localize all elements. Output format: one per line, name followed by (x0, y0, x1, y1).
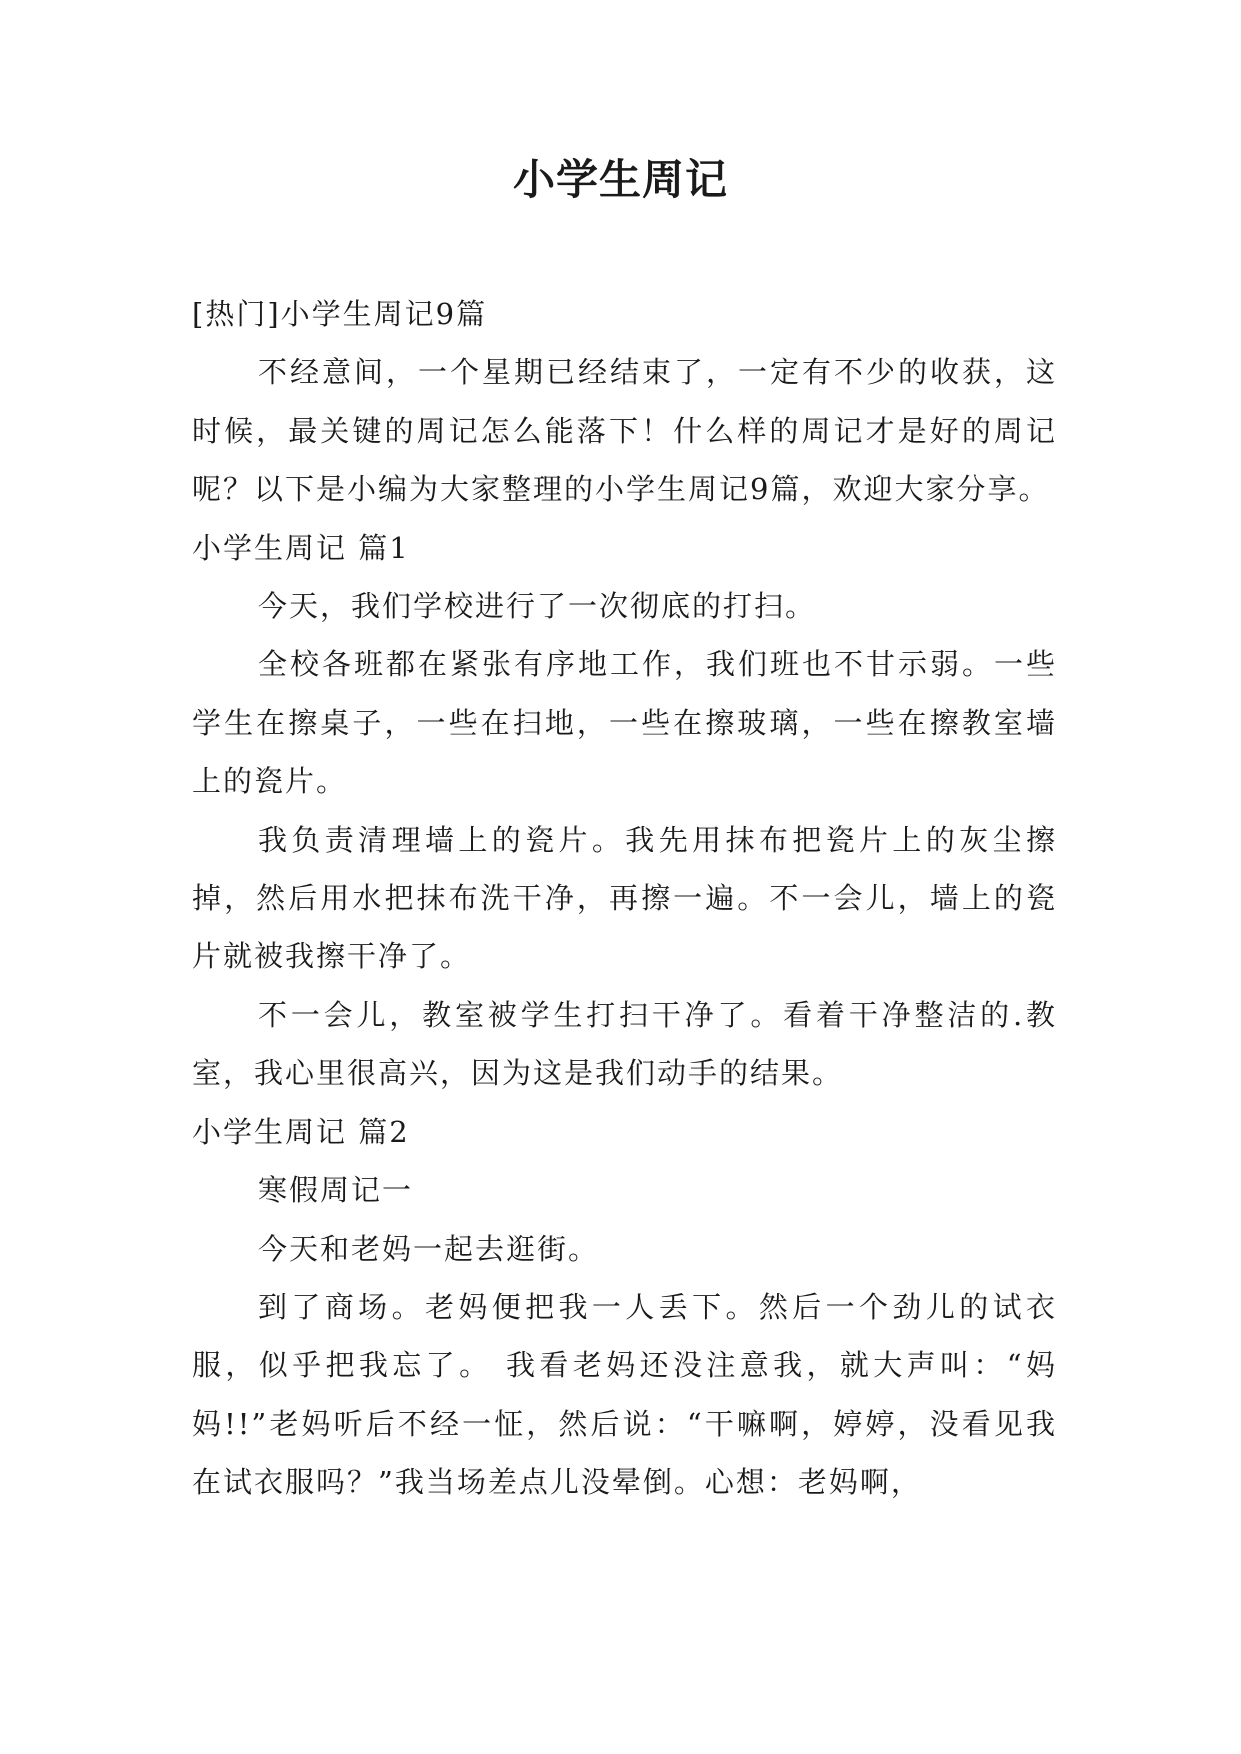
section-heading-1: 小学生周记 篇1 (192, 530, 410, 565)
body-paragraph: 到了商场。老妈便把我一人丢下。然后一个劲儿的试衣服，似乎把我忘了。 我看老妈还没注意我，就大声叫：“妈妈!!”老妈听后不经一怔，然后说：“干嘛啊，婷婷，没看见我在试衣服吗？”我当场差点儿没晕倒。心想：老妈啊， (192, 1289, 1057, 1500)
document-body (192, 285, 1057, 1512)
body-paragraph: 今天，我们学校进行了一次彻底的打扫。 (258, 589, 817, 624)
body-paragraph: 寒假周记一 (258, 1173, 414, 1208)
document-title: 小学生周记 (512, 155, 728, 204)
heading-collection: [热门]小学生周记9篇 (192, 297, 488, 331)
body-paragraph: 今天和老妈一起去逛街。 (258, 1231, 600, 1266)
section-heading-2: 小学生周记 篇2 (192, 1114, 410, 1149)
intro-paragraph: 不经意间，一个星期已经结束了，一定有不少的收获，这时候，最关键的周记怎么能落下！什么样的周记才是好的周记呢？以下是小编为大家整理的小学生周记9篇，欢迎大家分享。 (192, 355, 1057, 507)
body-paragraph: 我负责清理墙上的瓷片。我先用抹布把瓷片上的灰尘擦掉，然后用水把抹布洗干净，再擦一遍。不一会儿，墙上的瓷片就被我擦干净了。 (192, 822, 1057, 974)
body-paragraph: 不一会儿，教室被学生打扫干净了。看着干净整洁的.教室，我心里很高兴，因为这是我们动手的结果。 (192, 997, 1057, 1091)
body-paragraph: 全校各班都在紧张有序地工作，我们班也不甘示弱。一些学生在擦桌子，一些在扫地，一些在擦玻璃，一些在擦教室墙上的瓷片。 (192, 647, 1057, 799)
